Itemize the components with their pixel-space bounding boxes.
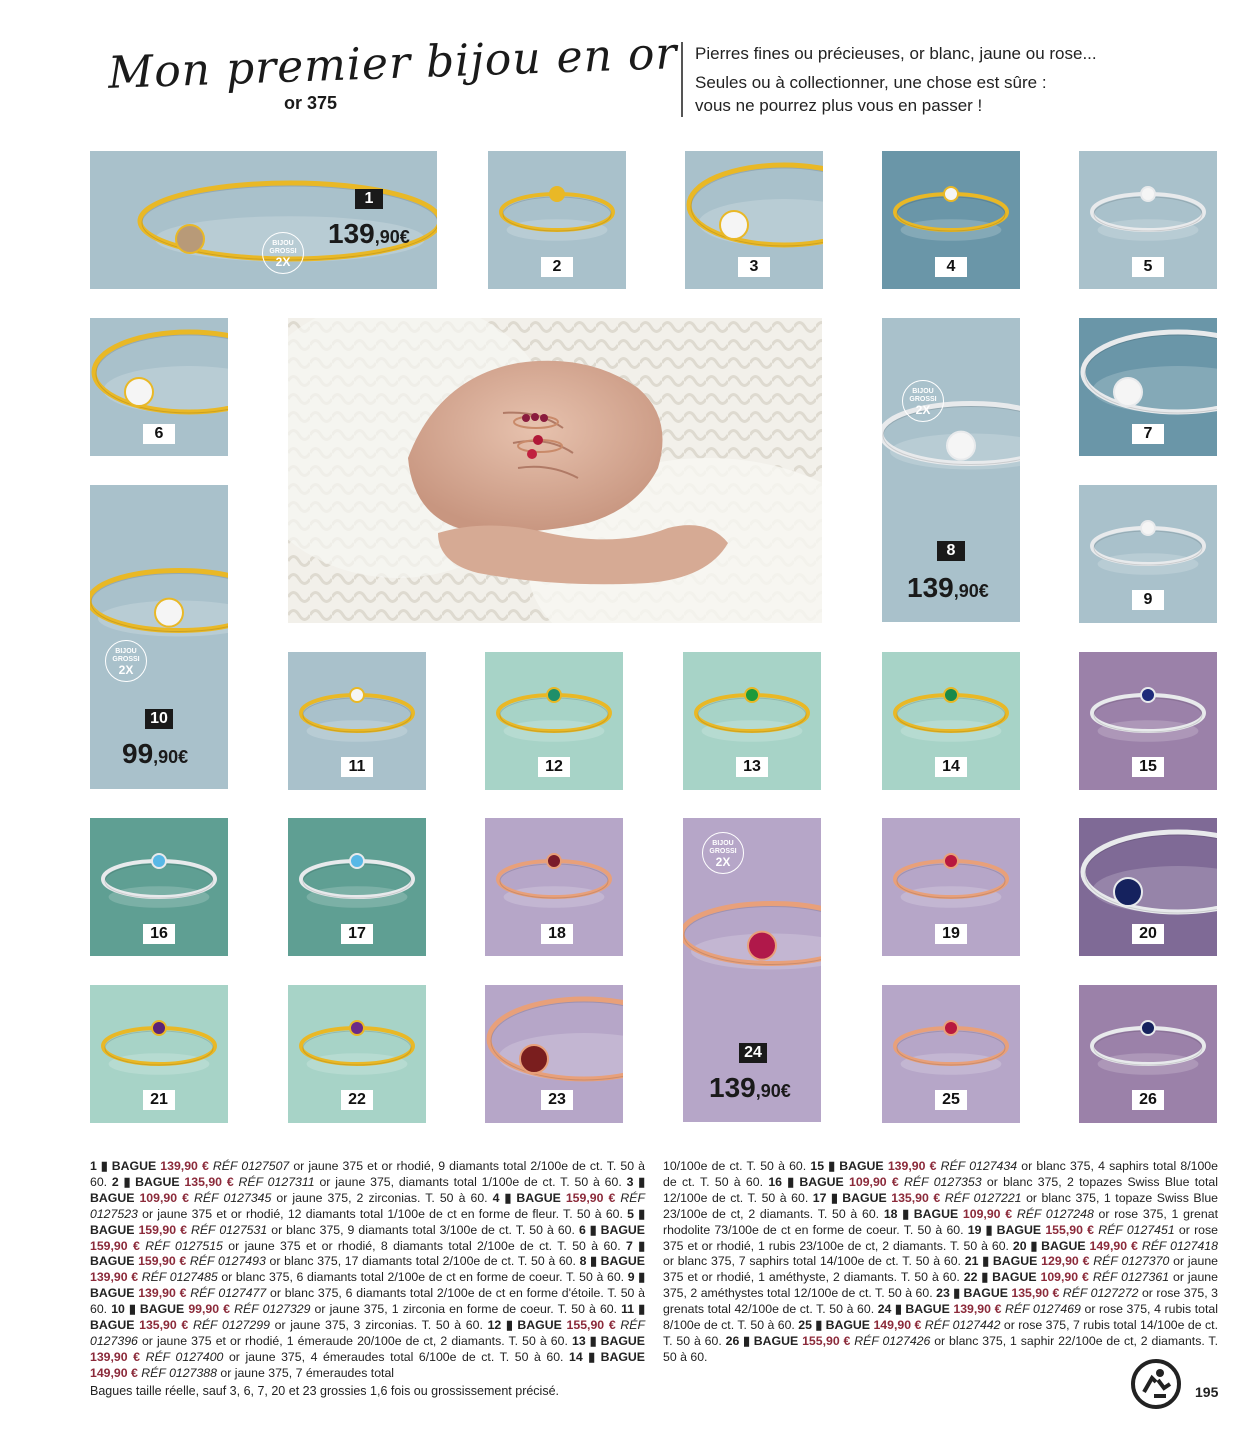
gemstone <box>350 1021 364 1035</box>
description-ref: RÉF 0127515 <box>145 1238 229 1253</box>
description-price: 155,90 € <box>802 1333 855 1348</box>
gemstone <box>155 599 183 627</box>
gemstone <box>1141 187 1155 201</box>
description-text: or blanc 375, 1 topaze Swiss Blue 23/100e de ct, 2 diamants. T. 50 à 60. <box>663 1190 1218 1221</box>
product-number: 7 <box>1132 424 1164 444</box>
gemstone <box>152 1021 166 1035</box>
description-number: 26 ▮ BAGUE <box>725 1333 803 1348</box>
gemstone <box>152 854 166 868</box>
description-ref: RÉF 0127493 <box>189 1254 270 1269</box>
description-text: or jaune 375, 2 zirconias. T. 50 à 60. <box>276 1190 493 1205</box>
product-number: 10 <box>145 709 173 729</box>
description-ref: RÉF 0127370 <box>1093 1254 1174 1269</box>
hand-photo <box>288 318 822 623</box>
product-number: 4 <box>935 257 967 277</box>
enlarged-badge: BIJOU GROSSI 2X <box>262 232 304 274</box>
gemstone <box>944 688 958 702</box>
description-ref: RÉF 0127523 <box>90 1190 646 1221</box>
gemstone <box>1114 378 1142 406</box>
product-number: 12 <box>538 757 570 777</box>
description-ref: RÉF 0127477 <box>190 1286 271 1301</box>
gemstone <box>350 854 364 868</box>
gemstone <box>547 688 561 702</box>
gemstone <box>944 1021 958 1035</box>
description-text: or jaune 375 et or rhodié, 9 diamants total 2/100e de ct. T. 50 à 60. <box>90 1159 646 1189</box>
description-ref: RÉF 0127272 <box>1062 1286 1142 1301</box>
description-number: 18 ▮ BAGUE <box>883 1206 963 1221</box>
description-number: 22 ▮ BAGUE <box>963 1270 1041 1285</box>
description-text: or jaune 375, 7 émeraudes total <box>220 1365 395 1380</box>
page-number: 195 <box>1195 1384 1219 1400</box>
description-price: 139,90 € <box>90 1349 146 1364</box>
description-price: 99,90 € <box>188 1302 235 1317</box>
description-ref: RÉF 0127396 <box>90 1318 645 1348</box>
intro-line: Pierres fines ou précieuses, or blanc, jaune ou rose... <box>695 44 1097 63</box>
product-number: 11 <box>341 757 373 777</box>
hand-with-rings-image <box>288 318 822 623</box>
gemstone <box>550 187 564 201</box>
gemstone <box>944 187 958 201</box>
gemstone <box>1141 1021 1155 1035</box>
gemstone <box>748 932 776 960</box>
description-price: 149,90 € <box>873 1318 925 1333</box>
product-number: 21 <box>143 1090 175 1110</box>
description-price: 159,90 € <box>565 1190 621 1205</box>
product-number: 9 <box>1132 590 1164 610</box>
description-number: 6 ▮ BAGUE <box>578 1222 646 1237</box>
gemstone <box>947 432 975 460</box>
description-price: 135,90 € <box>891 1190 945 1205</box>
product-number: 8 <box>937 541 965 561</box>
description-ref: RÉF 0127221 <box>944 1190 1027 1205</box>
description-number: 15 ▮ BAGUE <box>810 1159 888 1173</box>
description-number: 23 ▮ BAGUE <box>936 1286 1012 1301</box>
description-number: 20 ▮ BAGUE <box>1012 1238 1090 1253</box>
product-number: 1 <box>355 189 383 209</box>
description-ref: RÉF 0127345 <box>194 1190 277 1205</box>
description-ref: RÉF 0127442 <box>924 1318 1004 1333</box>
description-text: or blanc 375, 2 topazes Swiss Blue total 12/100e de ct. T. 50 à 60. <box>663 1174 1218 1205</box>
description-text: or jaune 375 et or rhodié, 1 émeraude 20/100e de ct, 2 diamants. T. 50 à 60. <box>141 1333 572 1348</box>
description-number: 14 ▮ BAGUE <box>569 1349 646 1364</box>
description-price: 139,90 € <box>953 1302 1006 1317</box>
gemstone <box>1141 521 1155 535</box>
description-price: 155,90 € <box>566 1318 621 1333</box>
description-ref: RÉF 0127418 <box>1141 1238 1218 1253</box>
description-ref: RÉF 0127400 <box>145 1349 229 1364</box>
description-price: 129,90 € <box>1041 1254 1094 1269</box>
product-number: 13 <box>736 757 768 777</box>
description-number: 9 ▮ BAGUE <box>90 1270 646 1301</box>
description-number: 13 ▮ BAGUE <box>571 1333 645 1348</box>
gemstone <box>350 688 364 702</box>
gemstone <box>520 1045 548 1073</box>
product-number: 2 <box>541 257 573 277</box>
description-price: 139,90 € <box>887 1159 941 1173</box>
description-text: or rose 375 et or rhodié, 1 rubis 23/100e de ct, 2 diamants. T. 50 à 60. <box>663 1222 1218 1253</box>
page-subtitle: or 375 <box>284 93 338 113</box>
gemstone <box>1141 688 1155 702</box>
description-ref: RÉF 0127531 <box>190 1222 272 1237</box>
description-price: 159,90 € <box>138 1222 191 1237</box>
gemstone <box>720 211 748 239</box>
description-ref: RÉF 0127451 <box>1098 1222 1179 1237</box>
product-number: 25 <box>935 1090 967 1110</box>
descriptions-right <box>663 1159 1218 1366</box>
description-ref: RÉF 0127353 <box>904 1174 987 1189</box>
description-text: or jaune 375, 4 émeraudes total 6/100e de ct. T. 50 à 60. <box>228 1349 570 1364</box>
description-text: 10/100e de ct. T. 50 à 60. <box>663 1159 811 1173</box>
descriptions-left <box>90 1159 645 1382</box>
gemstone <box>1114 878 1142 906</box>
description-ref: RÉF 0127361 <box>1092 1270 1174 1285</box>
description-text: or jaune 375, 3 zirconias. T. 50 à 60. <box>274 1318 488 1333</box>
product-number: 6 <box>143 424 175 444</box>
description-number: 24 ▮ BAGUE <box>877 1302 954 1317</box>
description-ref: RÉF 0127329 <box>234 1302 315 1317</box>
gemstone <box>745 688 759 702</box>
description-number: 3 ▮ BAGUE <box>90 1174 646 1205</box>
description-ref: RÉF 0127469 <box>1005 1302 1085 1317</box>
description-text: or jaune 375 et or rhodié, 8 diamants total 2/100e de ct. T. 50 à 60. <box>228 1238 626 1253</box>
description-text: or blanc 375, 1 saphir 22/100e de ct, 2 diamants. T. 50 à 60. <box>663 1333 1218 1364</box>
description-price: 135,90 € <box>184 1174 239 1189</box>
description-number: 2 ▮ BAGUE <box>111 1174 185 1189</box>
gemstone <box>125 378 153 406</box>
description-text: or rose 375, 4 rubis total 8/100e de ct. T. 50 à 60. <box>663 1302 1219 1333</box>
description-price: 109,90 € <box>962 1206 1017 1221</box>
description-ref: RÉF 0127248 <box>1016 1206 1099 1221</box>
product-price: 139,90€ <box>709 1072 791 1103</box>
description-ref: RÉF 0127311 <box>238 1174 320 1189</box>
description-number: 11 ▮ BAGUE <box>90 1302 645 1333</box>
product-number: 17 <box>341 924 373 944</box>
description-number: 16 ▮ BAGUE <box>768 1174 850 1189</box>
intro-text <box>681 42 1175 117</box>
description-number: 17 ▮ BAGUE <box>812 1190 892 1205</box>
page-title: Mon premier bijou en or <box>107 28 679 99</box>
description-number: 10 ▮ BAGUE <box>111 1302 189 1317</box>
intro-line: vous ne pourrez plus vous en passer ! <box>695 96 983 115</box>
enlarged-badge: BIJOU GROSSI 2X <box>902 380 944 422</box>
description-number: 7 ▮ BAGUE <box>90 1238 645 1269</box>
description-ref: RÉF 0127299 <box>192 1318 275 1333</box>
description-price: 159,90 € <box>90 1238 146 1253</box>
description-text: or jaune 375 et or rhodié, 12 diamants total 1/100e de ct en forme de fleur. T. 50 à 60. <box>142 1206 628 1221</box>
description-number: 5 ▮ BAGUE <box>90 1206 645 1237</box>
product-number: 3 <box>738 257 770 277</box>
enlarged-badge: BIJOU GROSSI 2X <box>105 640 147 682</box>
triman-recycling-icon <box>1130 1358 1182 1410</box>
footnote: Bagues taille réelle, sauf 3, 6, 7, 20 et 23 grossies 1,6 fois ou grossissement précisé. <box>90 1384 560 1398</box>
description-ref: RÉF 0127434 <box>940 1159 1022 1173</box>
product-number: 14 <box>935 757 967 777</box>
product-number: 15 <box>1132 757 1164 777</box>
description-text: or rose 375, 3 grenats total 42/100e de ct. T. 50 à 60. <box>663 1286 1218 1317</box>
product-number: 23 <box>541 1090 573 1110</box>
product-price: 139,90€ <box>328 218 410 249</box>
description-ref: RÉF 0127485 <box>141 1270 222 1285</box>
gemstone <box>944 854 958 868</box>
description-ref: RÉF 0127388 <box>141 1365 221 1380</box>
product-number: 16 <box>143 924 175 944</box>
description-number: 12 ▮ BAGUE <box>487 1318 567 1333</box>
description-price: 149,90 € <box>90 1365 142 1380</box>
product-number: 19 <box>935 924 967 944</box>
description-price: 139,90 € <box>90 1270 142 1285</box>
description-number: 1 ▮ BAGUE <box>90 1159 161 1173</box>
description-number: 4 ▮ BAGUE <box>492 1190 566 1205</box>
description-ref: RÉF 0127507 <box>212 1159 294 1173</box>
product-number: 26 <box>1132 1090 1164 1110</box>
description-price: 155,90 € <box>1045 1222 1099 1237</box>
product-number: 20 <box>1132 924 1164 944</box>
description-text: or blanc 375, 9 diamants total 3/100e de ct. T. 50 à 60. <box>271 1222 579 1237</box>
description-text: or blanc 375, 4 saphirs total 8/100e de ct. T. 50 à 60. <box>663 1159 1218 1189</box>
description-ref: RÉF 0127426 <box>854 1333 935 1348</box>
description-number: 19 ▮ BAGUE <box>967 1222 1046 1237</box>
enlarged-badge: BIJOU GROSSI 2X <box>702 832 744 874</box>
product-number: 22 <box>341 1090 373 1110</box>
description-price: 109,90 € <box>849 1174 905 1189</box>
description-text: or jaune 375, 2 améthystes total 12/100e de ct. T. 50 à 60. <box>663 1270 1218 1301</box>
product-number: 24 <box>739 1043 767 1063</box>
description-text: or blanc 375, 7 saphirs total 14/100e de ct. T. 50 à 60. <box>663 1254 965 1269</box>
description-price: 149,90 € <box>1089 1238 1142 1253</box>
description-text: or rose 375, 1 grenat rhodolite 73/100e de ct en forme de coeur. T. 50 à 60. <box>663 1206 1218 1237</box>
description-text: or blanc 375, 6 diamants total 2/100e de ct en forme d'étoile. T. 50 à 60. <box>90 1286 645 1317</box>
description-number: 25 ▮ BAGUE <box>798 1318 874 1333</box>
description-text: or blanc 375, 17 diamants total 2/100e de ct. T. 50 à 60. <box>269 1254 580 1269</box>
intro-line: Seules ou à collectionner, une chose est sûre : <box>695 73 1047 92</box>
product-number: 18 <box>541 924 573 944</box>
description-text: or jaune 375, 1 zirconia en forme de coeur. T. 50 à 60. <box>314 1302 622 1317</box>
description-price: 135,90 € <box>139 1318 193 1333</box>
description-text: or jaune 375 et or rhodié, 1 améthyste, 2 diamants. T. 50 à 60. <box>663 1254 1219 1285</box>
description-price: 109,90 € <box>1040 1270 1093 1285</box>
gemstone <box>176 225 204 253</box>
description-text: or rose 375, 7 rubis total 14/100e de ct. T. 50 à 60. <box>663 1318 1219 1348</box>
product-price: 99,90€ <box>122 738 189 769</box>
description-price: 159,90 € <box>138 1254 190 1269</box>
description-price: 139,90 € <box>160 1159 213 1173</box>
description-price: 135,90 € <box>1011 1286 1063 1301</box>
description-number: 8 ▮ BAGUE <box>579 1254 645 1269</box>
description-text: or blanc 375, 6 diamants total 2/100e de ct en forme de coeur. T. 50 à 60. <box>221 1270 628 1285</box>
product-price: 139,90€ <box>907 572 989 603</box>
gemstone <box>547 854 561 868</box>
description-number: 21 ▮ BAGUE <box>964 1254 1042 1269</box>
description-price: 139,90 € <box>138 1286 191 1301</box>
description-price: 109,90 € <box>139 1190 195 1205</box>
description-text: or jaune 375, diamants total 1/100e de ct. T. 50 à 60. <box>319 1174 627 1189</box>
product-number: 5 <box>1132 257 1164 277</box>
